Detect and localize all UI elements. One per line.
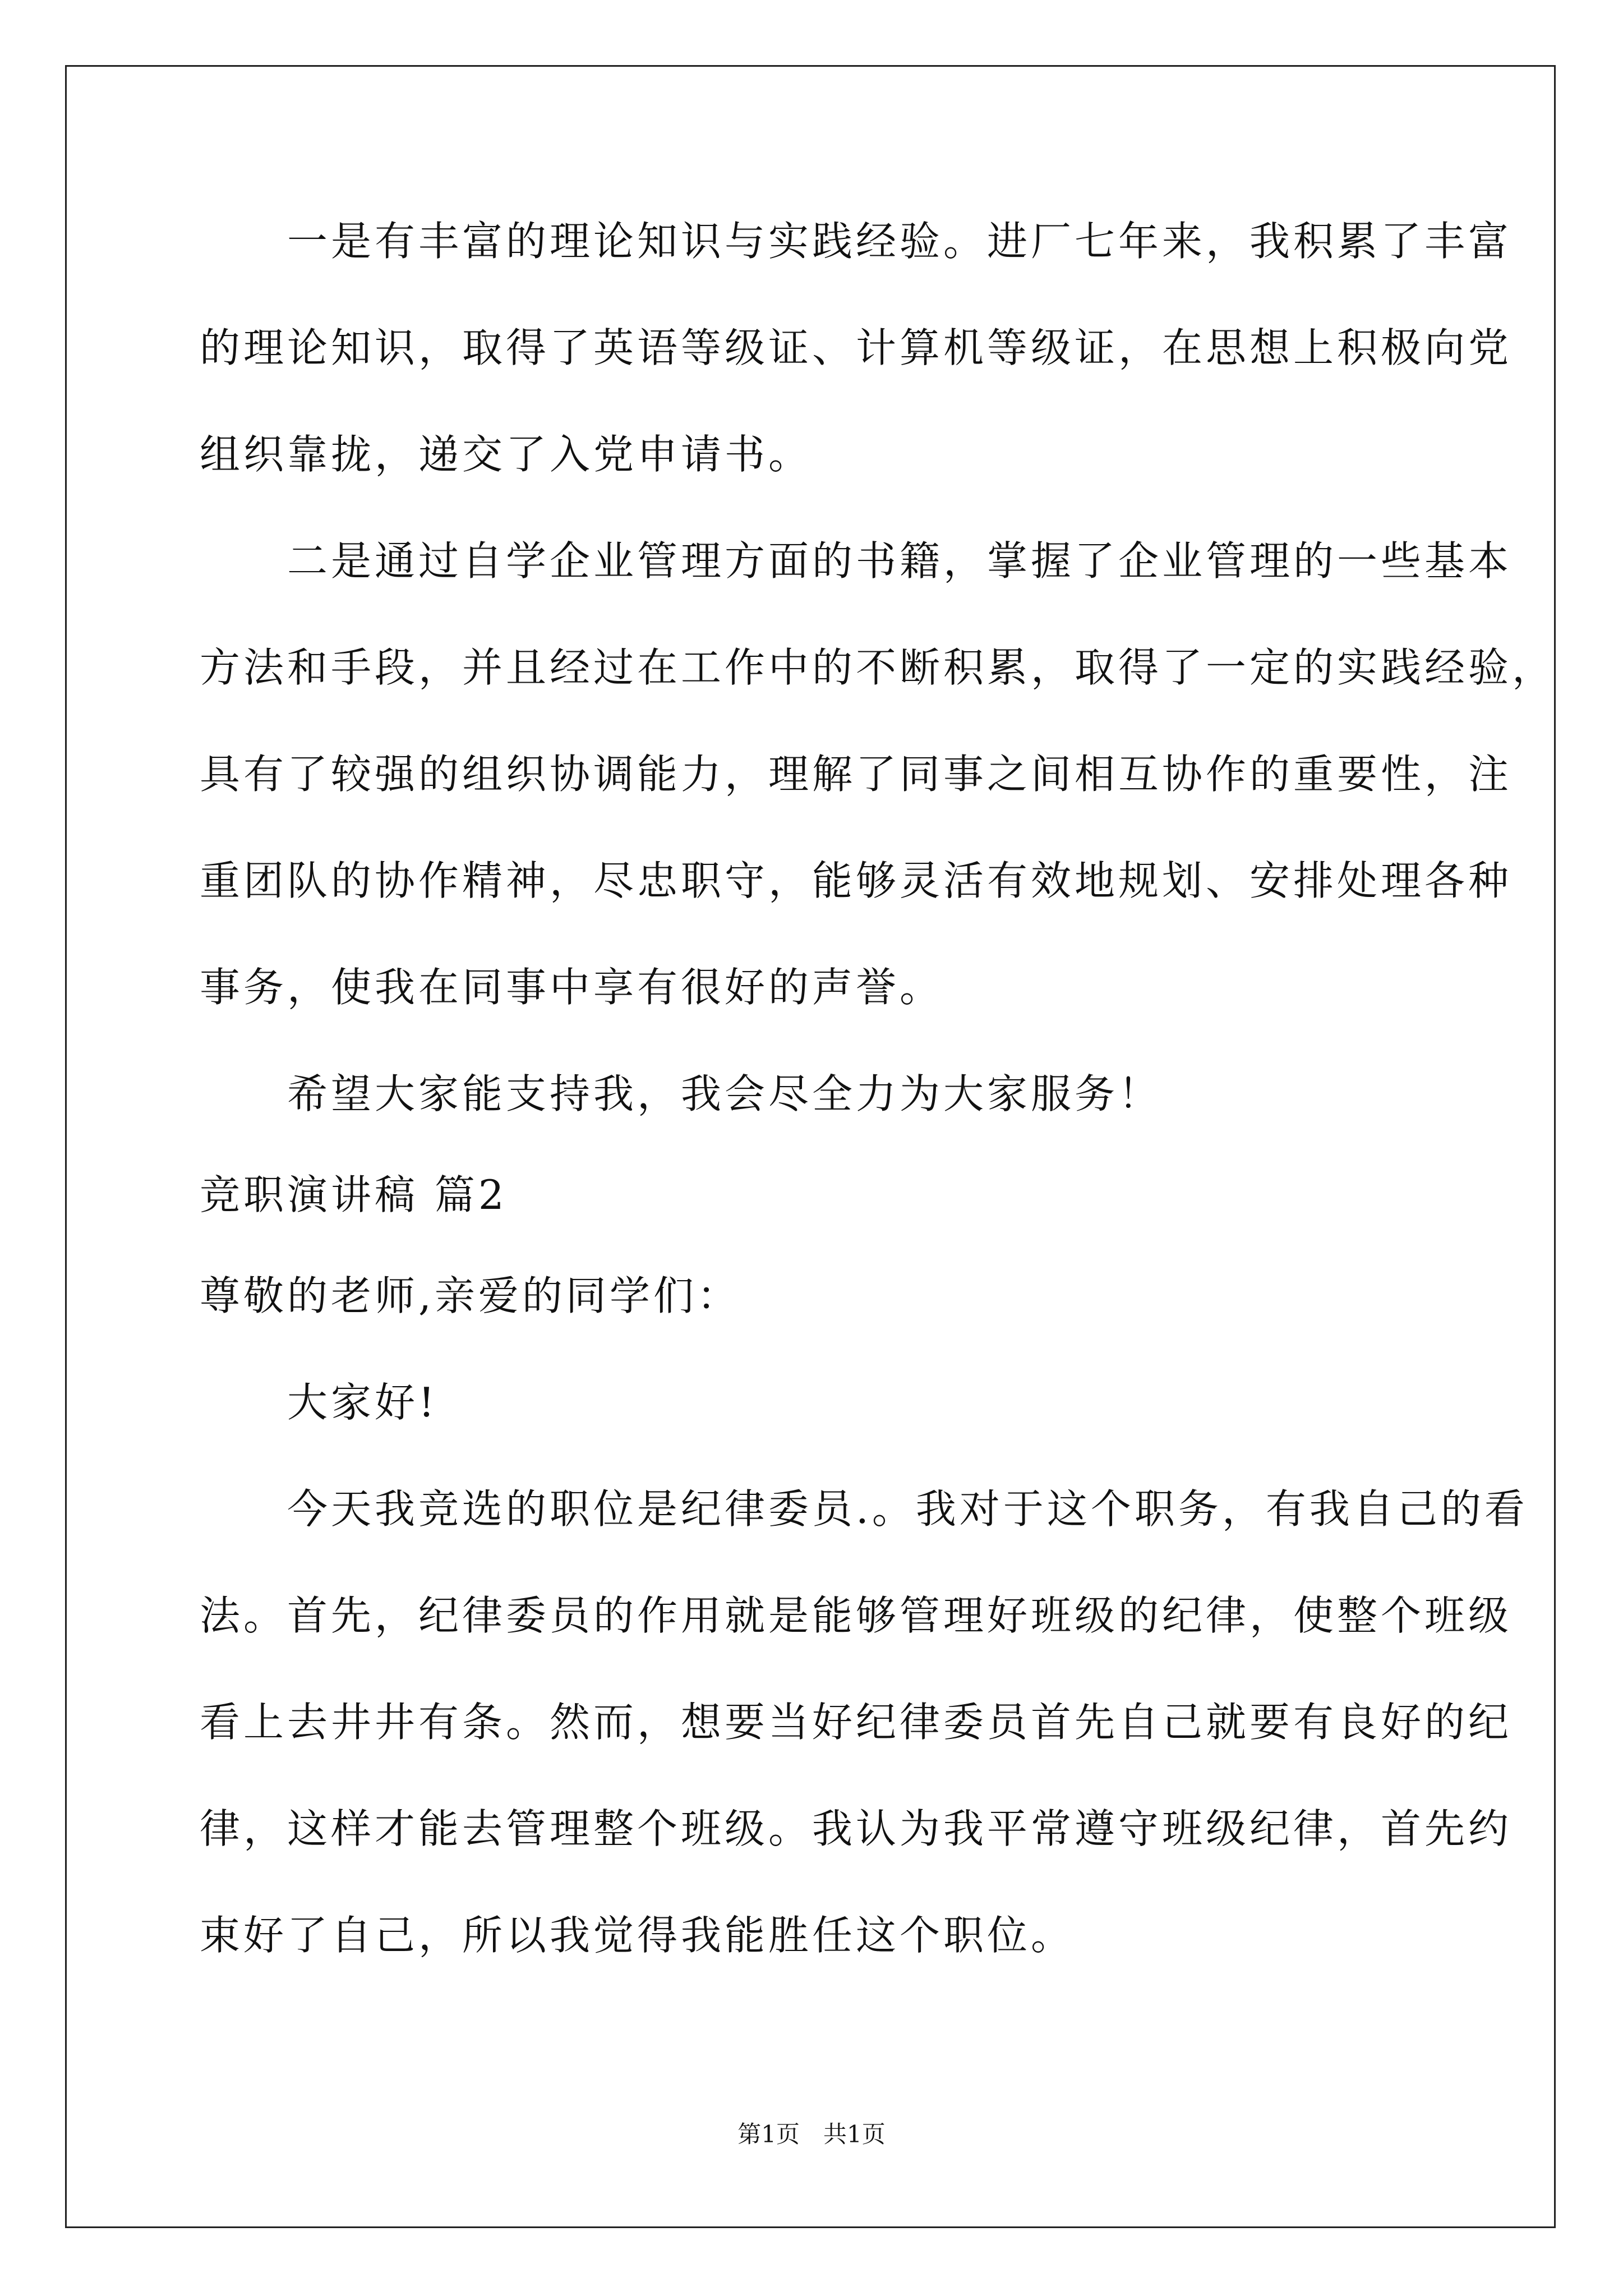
text-line: 二是通过自学企业管理方面的书籍，掌握了企业管理的一些基本 xyxy=(200,537,1513,585)
text-line: 大家好! xyxy=(200,1379,438,1426)
section-heading: 竞职演讲稿 篇2 xyxy=(200,1171,508,1218)
text-line: 的理论知识，取得了英语等级证、计算机等级证，在思想上积极向党 xyxy=(200,324,1513,371)
text-line: 具有了较强的组织协调能力，理解了同事之间相互协作的重要性，注 xyxy=(200,751,1513,798)
text-line: 今天我竞选的职位是纪律委员.。我对于这个职务，有我自己的看 xyxy=(200,1485,1528,1533)
text-line: 一是有丰富的理论知识与实践经验。进厂七年来，我积累了丰富 xyxy=(200,218,1513,265)
text-line: 重团队的协作精神，尽忠职守，能够灵活有效地规划、安排处理各种 xyxy=(200,857,1513,904)
text-line: 方法和手段，并且经过在工作中的不断积累，取得了一定的实践经验， xyxy=(200,644,1556,691)
text-line: 律，这样才能去管理整个班级。我认为我平常遵守班级纪律，首先约 xyxy=(200,1805,1513,1852)
text-line: 组织靠拢，递交了入党申请书。 xyxy=(200,431,813,478)
salutation: 尊敬的老师,亲爱的同学们： xyxy=(200,1272,741,1319)
text-line: 事务，使我在同事中享有很好的声誉。 xyxy=(200,964,944,1011)
page-footer: 第1页 共1页 xyxy=(737,2120,886,2148)
page-border xyxy=(65,65,1556,2228)
text-line: 法。首先，纪律委员的作用就是能够管理好班级的纪律，使整个班级 xyxy=(200,1592,1513,1639)
text-line: 束好了自己，所以我觉得我能胜任这个职位。 xyxy=(200,1912,1075,1959)
text-line: 希望大家能支持我，我会尽全力为大家服务！ xyxy=(200,1070,1163,1117)
text-line: 看上去井井有条。然而，想要当好纪律委员首先自己就要有良好的纪 xyxy=(200,1699,1513,1746)
